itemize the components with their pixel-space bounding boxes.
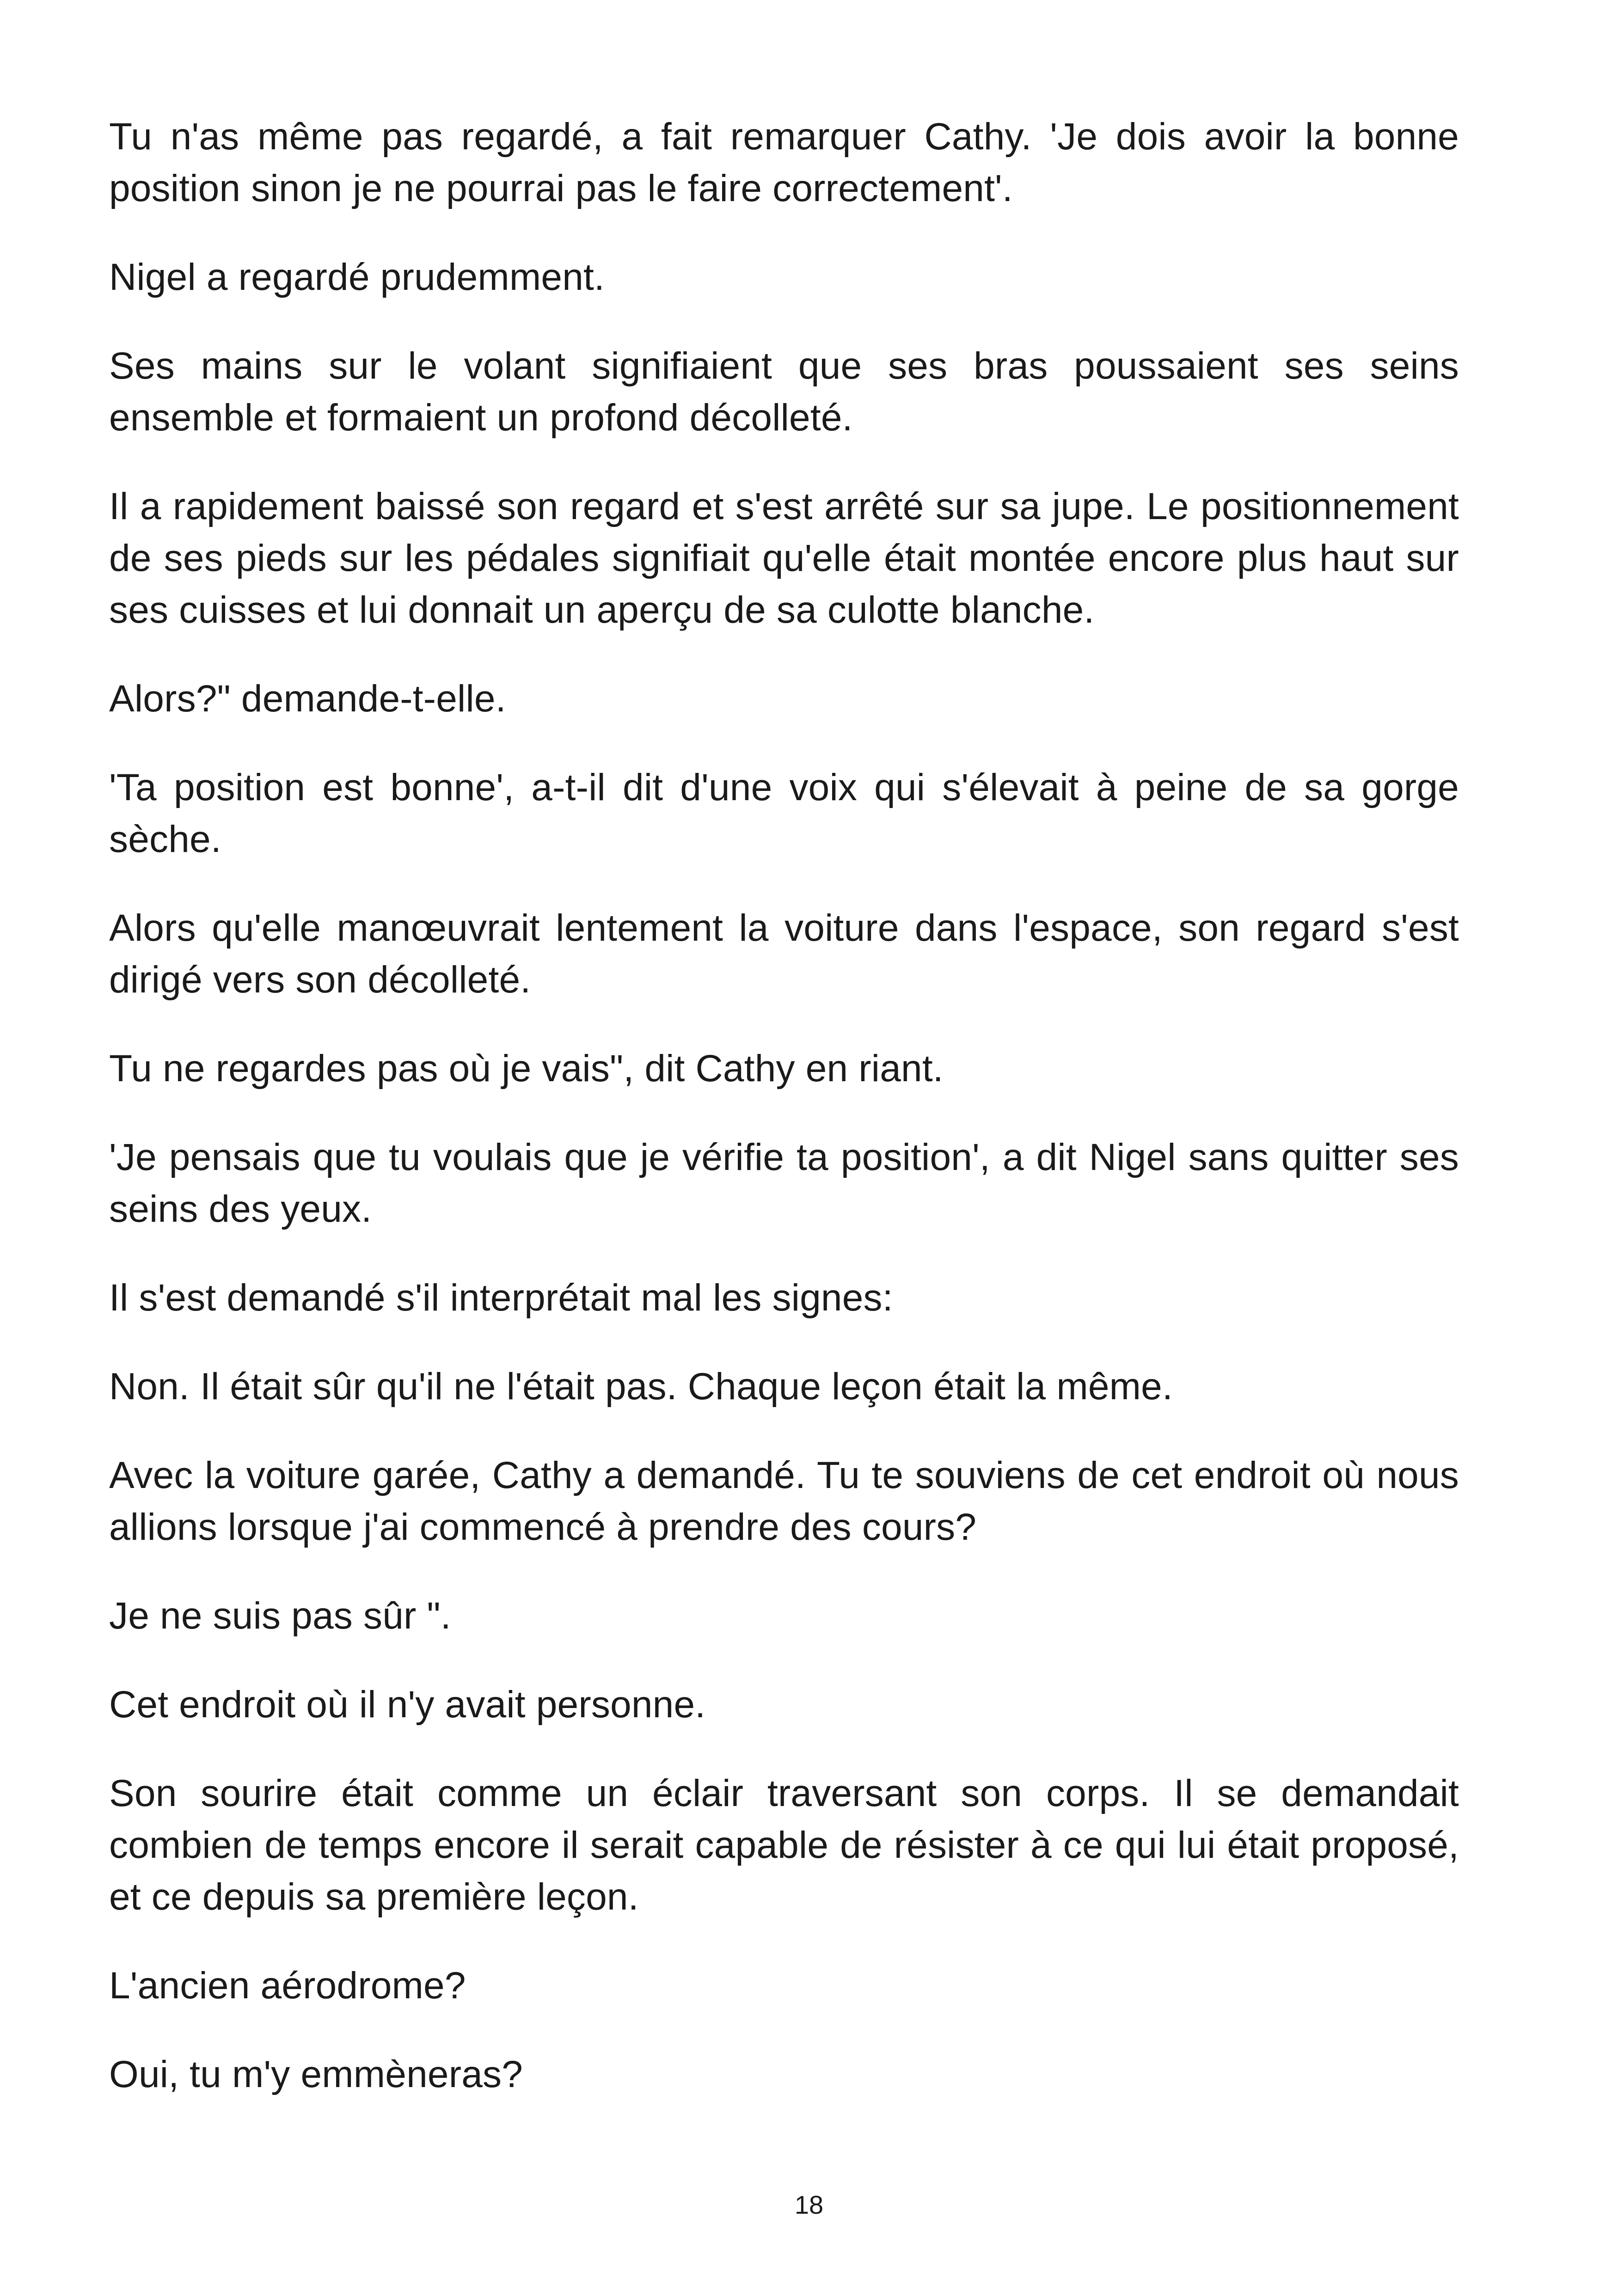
paragraph: Tu ne regardes pas où je vais", dit Cathy en riant. [109, 1047, 944, 1090]
paragraph: Nigel a regardé prudemment. [109, 256, 605, 298]
paragraph: Avec la voiture garée, Cathy a demandé. Tu te souviens de cet endroit où nous allions lorsque j'ai commencé à prendre des cours? [109, 1454, 1459, 1548]
paragraph: Il a rapidement baissé son regard et s'est arrêté sur sa jupe. Le positionnement de ses pieds sur les pédales signifiait qu'elle était montée encore plus haut sur ses cuisses et lui donnait un aperçu de sa culotte blanche. [109, 485, 1459, 631]
page-body [109, 111, 1459, 2137]
paragraph: Non. Il était sûr qu'il ne l'était pas. Chaque leçon était la même. [109, 1365, 1173, 1408]
paragraph: Alors?" demande-t-elle. [109, 678, 506, 720]
paragraph: Alors qu'elle manœuvrait lentement la voiture dans l'espace, son regard s'est dirigé vers son décolleté. [109, 907, 1459, 1001]
paragraph: Son sourire était comme un éclair traversant son corps. Il se demandait combien de temps encore il serait capable de résister à ce qui lui était proposé, et ce depuis sa première leçon. [109, 1772, 1459, 1918]
paragraph: 'Je pensais que tu voulais que je vérifie ta position', a dit Nigel sans quitter ses seins des yeux. [109, 1136, 1459, 1230]
paragraph: Ses mains sur le volant signifiaient que ses bras poussaient ses seins ensemble et formaient un profond décolleté. [109, 345, 1459, 439]
paragraph: Je ne suis pas sûr ". [109, 1595, 451, 1637]
paragraph: Il s'est demandé s'il interprétait mal les signes: [109, 1277, 893, 1319]
paragraph: Cet endroit où il n'y avait personne. [109, 1684, 706, 1726]
paragraph: Oui, tu m'y emmèneras? [109, 2053, 523, 2095]
paragraph: 'Ta position est bonne', a-t-il dit d'une voix qui s'élevait à peine de sa gorge sèche. [109, 766, 1459, 860]
page-number: 18 [794, 2190, 824, 2219]
paragraph: Tu n'as même pas regardé, a fait remarquer Cathy. 'Je dois avoir la bonne position sinon je ne pourrai pas le faire correctement'. [109, 116, 1459, 209]
paragraph: L'ancien aérodrome? [109, 1965, 466, 2007]
